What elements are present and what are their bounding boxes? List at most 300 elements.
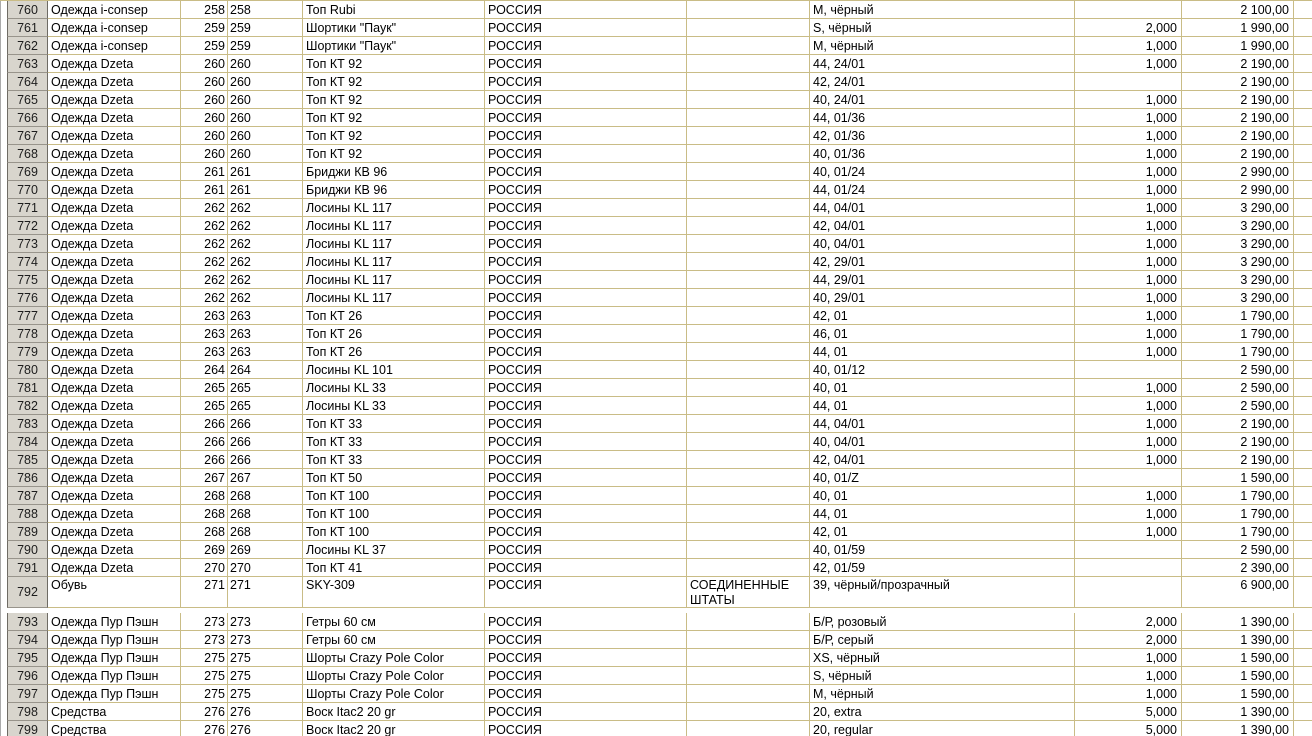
cell-number-2[interactable]: 260	[228, 73, 303, 91]
cell-number-1[interactable]: 263	[181, 325, 228, 343]
cell-quantity[interactable]: 1,000	[1075, 487, 1182, 505]
cell-country-2[interactable]	[687, 55, 810, 73]
cell-country[interactable]: РОССИЯ	[485, 343, 687, 361]
cell-product-name[interactable]: SKY-309	[303, 577, 485, 608]
cell-number-2[interactable]: 261	[228, 181, 303, 199]
cell-empty-edge[interactable]	[1294, 325, 1312, 343]
cell-number-1[interactable]: 262	[181, 271, 228, 289]
cell-number-1[interactable]: 260	[181, 91, 228, 109]
cell-country-2[interactable]	[687, 325, 810, 343]
cell-category[interactable]: Обувь	[48, 577, 181, 608]
cell-quantity[interactable]: 2,000	[1075, 631, 1182, 649]
cell-product-name[interactable]: Шорты Crazy Pole Color	[303, 667, 485, 685]
row-header[interactable]: 763	[7, 55, 48, 73]
cell-empty-edge[interactable]	[1294, 91, 1312, 109]
cell-country-2[interactable]	[687, 703, 810, 721]
cell-size-color[interactable]: 44, 01	[810, 343, 1075, 361]
cell-price[interactable]: 2 190,00	[1182, 55, 1294, 73]
cell-number-1[interactable]: 266	[181, 451, 228, 469]
cell-category[interactable]: Одежда Dzeta	[48, 397, 181, 415]
cell-number-1[interactable]: 266	[181, 415, 228, 433]
cell-empty-edge[interactable]	[1294, 109, 1312, 127]
cell-quantity[interactable]: 1,000	[1075, 163, 1182, 181]
cell-country-2[interactable]	[687, 343, 810, 361]
cell-product-name[interactable]: Лосины KL 117	[303, 289, 485, 307]
cell-number-2[interactable]: 262	[228, 199, 303, 217]
cell-price[interactable]: 3 290,00	[1182, 217, 1294, 235]
cell-quantity[interactable]: 1,000	[1075, 451, 1182, 469]
cell-empty-edge[interactable]	[1294, 73, 1312, 91]
row-header[interactable]: 796	[7, 667, 48, 685]
cell-number-2[interactable]: 263	[228, 343, 303, 361]
cell-size-color[interactable]: 44, 01/36	[810, 109, 1075, 127]
cell-quantity[interactable]: 1,000	[1075, 433, 1182, 451]
cell-size-color[interactable]: S, чёрный	[810, 19, 1075, 37]
cell-quantity[interactable]	[1075, 469, 1182, 487]
cell-quantity[interactable]: 2,000	[1075, 19, 1182, 37]
cell-empty-edge[interactable]	[1294, 19, 1312, 37]
cell-quantity[interactable]: 1,000	[1075, 505, 1182, 523]
cell-country[interactable]: РОССИЯ	[485, 73, 687, 91]
cell-country-2[interactable]	[687, 433, 810, 451]
cell-country-2[interactable]	[687, 127, 810, 145]
cell-price[interactable]: 2 190,00	[1182, 109, 1294, 127]
cell-country-2[interactable]	[687, 1, 810, 19]
cell-price[interactable]: 1 790,00	[1182, 487, 1294, 505]
cell-category[interactable]: Одежда i-consep	[48, 1, 181, 19]
cell-number-2[interactable]: 262	[228, 289, 303, 307]
cell-size-color[interactable]: 20, extra	[810, 703, 1075, 721]
cell-price[interactable]: 1 390,00	[1182, 613, 1294, 631]
cell-quantity[interactable]: 1,000	[1075, 667, 1182, 685]
cell-country-2[interactable]	[687, 235, 810, 253]
cell-price[interactable]: 2 190,00	[1182, 451, 1294, 469]
cell-product-name[interactable]: Топ КТ 26	[303, 325, 485, 343]
cell-country-2[interactable]	[687, 217, 810, 235]
cell-empty-edge[interactable]	[1294, 433, 1312, 451]
cell-empty-edge[interactable]	[1294, 163, 1312, 181]
cell-category[interactable]: Одежда Пур Пэшн	[48, 613, 181, 631]
cell-product-name[interactable]: Топ Rubi	[303, 1, 485, 19]
cell-product-name[interactable]: Лосины KL 33	[303, 397, 485, 415]
row-header[interactable]: 793	[7, 613, 48, 631]
cell-number-2[interactable]: 273	[228, 613, 303, 631]
cell-quantity[interactable]	[1075, 73, 1182, 91]
cell-country-2[interactable]	[687, 505, 810, 523]
cell-size-color[interactable]: 42, 01/36	[810, 127, 1075, 145]
cell-quantity[interactable]: 1,000	[1075, 109, 1182, 127]
cell-number-2[interactable]: 262	[228, 217, 303, 235]
cell-number-2[interactable]: 258	[228, 1, 303, 19]
cell-country-2[interactable]	[687, 163, 810, 181]
cell-category[interactable]: Одежда Dzeta	[48, 289, 181, 307]
cell-size-color[interactable]: 44, 24/01	[810, 55, 1075, 73]
cell-category[interactable]: Одежда Dzeta	[48, 235, 181, 253]
cell-country-2[interactable]	[687, 379, 810, 397]
row-header[interactable]: 772	[7, 217, 48, 235]
cell-country[interactable]: РОССИЯ	[485, 469, 687, 487]
cell-country[interactable]: РОССИЯ	[485, 631, 687, 649]
cell-empty-edge[interactable]	[1294, 559, 1312, 577]
row-header[interactable]: 773	[7, 235, 48, 253]
cell-size-color[interactable]: M, чёрный	[810, 37, 1075, 55]
cell-empty-edge[interactable]	[1294, 685, 1312, 703]
row-header[interactable]: 798	[7, 703, 48, 721]
cell-number-2[interactable]: 266	[228, 415, 303, 433]
cell-price[interactable]: 2 190,00	[1182, 433, 1294, 451]
cell-product-name[interactable]: Лосины KL 101	[303, 361, 485, 379]
cell-size-color[interactable]: 40, 01	[810, 379, 1075, 397]
cell-empty-edge[interactable]	[1294, 649, 1312, 667]
cell-number-1[interactable]: 267	[181, 469, 228, 487]
cell-quantity[interactable]	[1075, 559, 1182, 577]
cell-country[interactable]: РОССИЯ	[485, 559, 687, 577]
cell-empty-edge[interactable]	[1294, 667, 1312, 685]
cell-product-name[interactable]: Гетры 60 см	[303, 613, 485, 631]
cell-empty-edge[interactable]	[1294, 289, 1312, 307]
cell-price[interactable]: 2 590,00	[1182, 541, 1294, 559]
cell-number-1[interactable]: 261	[181, 163, 228, 181]
cell-country-2[interactable]	[687, 721, 810, 736]
cell-number-1[interactable]: 275	[181, 667, 228, 685]
cell-price[interactable]: 6 900,00	[1182, 577, 1294, 608]
cell-country[interactable]: РОССИЯ	[485, 109, 687, 127]
cell-number-2[interactable]: 262	[228, 271, 303, 289]
cell-product-name[interactable]: Лосины KL 117	[303, 235, 485, 253]
cell-empty-edge[interactable]	[1294, 235, 1312, 253]
cell-number-2[interactable]: 268	[228, 487, 303, 505]
cell-country-2[interactable]	[687, 559, 810, 577]
cell-price[interactable]: 1 790,00	[1182, 307, 1294, 325]
cell-number-1[interactable]: 260	[181, 145, 228, 163]
cell-size-color[interactable]: 44, 04/01	[810, 199, 1075, 217]
cell-quantity[interactable]: 1,000	[1075, 181, 1182, 199]
cell-country[interactable]: РОССИЯ	[485, 181, 687, 199]
cell-number-1[interactable]: 268	[181, 505, 228, 523]
cell-quantity[interactable]: 1,000	[1075, 91, 1182, 109]
row-header[interactable]: 799	[7, 721, 48, 736]
cell-country-2[interactable]	[687, 487, 810, 505]
cell-size-color[interactable]: 40, 29/01	[810, 289, 1075, 307]
cell-category[interactable]: Одежда Dzeta	[48, 559, 181, 577]
row-header[interactable]: 784	[7, 433, 48, 451]
row-header[interactable]: 778	[7, 325, 48, 343]
cell-number-2[interactable]: 265	[228, 379, 303, 397]
cell-number-1[interactable]: 260	[181, 109, 228, 127]
cell-number-2[interactable]: 276	[228, 703, 303, 721]
cell-category[interactable]: Одежда Пур Пэшн	[48, 667, 181, 685]
cell-category[interactable]: Одежда Dzeta	[48, 307, 181, 325]
cell-number-2[interactable]: 263	[228, 325, 303, 343]
cell-country-2[interactable]	[687, 19, 810, 37]
cell-price[interactable]: 1 790,00	[1182, 325, 1294, 343]
cell-price[interactable]: 2 990,00	[1182, 163, 1294, 181]
cell-quantity[interactable]	[1075, 361, 1182, 379]
cell-number-1[interactable]: 266	[181, 433, 228, 451]
cell-category[interactable]: Одежда i-consep	[48, 19, 181, 37]
cell-country-2[interactable]	[687, 397, 810, 415]
cell-number-1[interactable]: 260	[181, 55, 228, 73]
cell-country-2[interactable]	[687, 667, 810, 685]
row-header[interactable]: 788	[7, 505, 48, 523]
row-header[interactable]: 792	[7, 577, 48, 608]
cell-price[interactable]: 1 790,00	[1182, 523, 1294, 541]
cell-country-2[interactable]	[687, 181, 810, 199]
cell-size-color[interactable]: 40, 01/59	[810, 541, 1075, 559]
cell-empty-edge[interactable]	[1294, 127, 1312, 145]
cell-price[interactable]: 2 100,00	[1182, 1, 1294, 19]
cell-category[interactable]: Одежда Dzeta	[48, 379, 181, 397]
cell-product-name[interactable]: Лосины KL 117	[303, 217, 485, 235]
cell-product-name[interactable]: Топ КТ 41	[303, 559, 485, 577]
cell-country[interactable]: РОССИЯ	[485, 127, 687, 145]
cell-country[interactable]: РОССИЯ	[485, 145, 687, 163]
cell-country-2[interactable]	[687, 541, 810, 559]
cell-size-color[interactable]: Б/Р, серый	[810, 631, 1075, 649]
cell-category[interactable]: Одежда Dzeta	[48, 325, 181, 343]
cell-number-1[interactable]: 260	[181, 127, 228, 145]
cell-country[interactable]: РОССИЯ	[485, 55, 687, 73]
row-header[interactable]: 786	[7, 469, 48, 487]
cell-category[interactable]: Одежда Dzeta	[48, 361, 181, 379]
cell-country[interactable]: РОССИЯ	[485, 703, 687, 721]
cell-product-name[interactable]: Топ КТ 33	[303, 451, 485, 469]
row-header[interactable]: 785	[7, 451, 48, 469]
row-header[interactable]: 781	[7, 379, 48, 397]
cell-country[interactable]: РОССИЯ	[485, 523, 687, 541]
cell-product-name[interactable]: Воск Itac2 20 gr	[303, 721, 485, 736]
cell-country-2[interactable]	[687, 523, 810, 541]
cell-country-2[interactable]: СОЕДИНЕННЫЕ ШТАТЫ	[687, 577, 810, 608]
cell-number-1[interactable]: 259	[181, 37, 228, 55]
cell-number-1[interactable]: 263	[181, 343, 228, 361]
cell-product-name[interactable]: Лосины KL 33	[303, 379, 485, 397]
cell-country[interactable]: РОССИЯ	[485, 487, 687, 505]
cell-number-2[interactable]: 273	[228, 631, 303, 649]
row-header[interactable]: 774	[7, 253, 48, 271]
row-header[interactable]: 779	[7, 343, 48, 361]
cell-number-2[interactable]: 276	[228, 721, 303, 736]
cell-price[interactable]: 2 190,00	[1182, 91, 1294, 109]
cell-country-2[interactable]	[687, 109, 810, 127]
cell-product-name[interactable]: Бриджи КВ 96	[303, 181, 485, 199]
cell-price[interactable]: 1 790,00	[1182, 343, 1294, 361]
cell-price[interactable]: 1 390,00	[1182, 631, 1294, 649]
cell-quantity[interactable]: 1,000	[1075, 145, 1182, 163]
row-header[interactable]: 795	[7, 649, 48, 667]
cell-number-2[interactable]: 260	[228, 145, 303, 163]
row-header[interactable]: 787	[7, 487, 48, 505]
row-header[interactable]: 765	[7, 91, 48, 109]
cell-product-name[interactable]: Топ КТ 92	[303, 91, 485, 109]
cell-size-color[interactable]: 42, 24/01	[810, 73, 1075, 91]
cell-category[interactable]: Одежда Dzeta	[48, 73, 181, 91]
cell-empty-edge[interactable]	[1294, 379, 1312, 397]
cell-size-color[interactable]: M, чёрный	[810, 685, 1075, 703]
cell-number-1[interactable]: 260	[181, 73, 228, 91]
cell-price[interactable]: 1 590,00	[1182, 667, 1294, 685]
cell-size-color[interactable]: 40, 01	[810, 487, 1075, 505]
cell-number-2[interactable]: 260	[228, 127, 303, 145]
cell-number-1[interactable]: 261	[181, 181, 228, 199]
cell-country-2[interactable]	[687, 361, 810, 379]
cell-quantity[interactable]: 1,000	[1075, 217, 1182, 235]
cell-category[interactable]: Средства	[48, 703, 181, 721]
cell-country-2[interactable]	[687, 253, 810, 271]
cell-country-2[interactable]	[687, 271, 810, 289]
cell-category[interactable]: Одежда Dzeta	[48, 541, 181, 559]
cell-country[interactable]: РОССИЯ	[485, 541, 687, 559]
cell-number-2[interactable]: 270	[228, 559, 303, 577]
cell-number-1[interactable]: 264	[181, 361, 228, 379]
cell-country[interactable]: РОССИЯ	[485, 325, 687, 343]
cell-category[interactable]: Одежда Dzeta	[48, 433, 181, 451]
cell-product-name[interactable]: Топ КТ 26	[303, 343, 485, 361]
cell-number-2[interactable]: 260	[228, 55, 303, 73]
cell-country[interactable]: РОССИЯ	[485, 451, 687, 469]
cell-category[interactable]: Одежда Dzeta	[48, 271, 181, 289]
cell-number-1[interactable]: 268	[181, 523, 228, 541]
cell-category[interactable]: Одежда Пур Пэшн	[48, 631, 181, 649]
cell-product-name[interactable]: Шортики "Паук"	[303, 37, 485, 55]
cell-quantity[interactable]: 1,000	[1075, 271, 1182, 289]
cell-size-color[interactable]: 20, regular	[810, 721, 1075, 736]
cell-category[interactable]: Одежда i-consep	[48, 37, 181, 55]
cell-product-name[interactable]: Бриджи КВ 96	[303, 163, 485, 181]
cell-country-2[interactable]	[687, 37, 810, 55]
cell-category[interactable]: Одежда Dzeta	[48, 415, 181, 433]
cell-country[interactable]: РОССИЯ	[485, 163, 687, 181]
cell-country[interactable]: РОССИЯ	[485, 379, 687, 397]
cell-category[interactable]: Одежда Dzeta	[48, 523, 181, 541]
cell-empty-edge[interactable]	[1294, 361, 1312, 379]
cell-empty-edge[interactable]	[1294, 181, 1312, 199]
cell-country[interactable]: РОССИЯ	[485, 19, 687, 37]
cell-empty-edge[interactable]	[1294, 415, 1312, 433]
cell-country[interactable]: РОССИЯ	[485, 235, 687, 253]
cell-country-2[interactable]	[687, 649, 810, 667]
cell-number-2[interactable]: 275	[228, 685, 303, 703]
cell-number-2[interactable]: 260	[228, 91, 303, 109]
cell-country-2[interactable]	[687, 685, 810, 703]
row-header[interactable]: 764	[7, 73, 48, 91]
row-header[interactable]: 769	[7, 163, 48, 181]
cell-category[interactable]: Одежда Dzeta	[48, 469, 181, 487]
cell-number-1[interactable]: 265	[181, 397, 228, 415]
cell-price[interactable]: 2 190,00	[1182, 145, 1294, 163]
cell-quantity[interactable]: 1,000	[1075, 55, 1182, 73]
cell-quantity[interactable]: 5,000	[1075, 721, 1182, 736]
cell-country[interactable]: РОССИЯ	[485, 1, 687, 19]
cell-price[interactable]: 1 990,00	[1182, 19, 1294, 37]
cell-country-2[interactable]	[687, 73, 810, 91]
row-header[interactable]: 770	[7, 181, 48, 199]
cell-number-1[interactable]: 273	[181, 631, 228, 649]
row-header[interactable]: 760	[7, 1, 48, 19]
cell-country[interactable]: РОССИЯ	[485, 397, 687, 415]
cell-price[interactable]: 1 390,00	[1182, 721, 1294, 736]
cell-quantity[interactable]	[1075, 577, 1182, 608]
cell-size-color[interactable]: 44, 01	[810, 505, 1075, 523]
cell-empty-edge[interactable]	[1294, 145, 1312, 163]
cell-empty-edge[interactable]	[1294, 613, 1312, 631]
row-header[interactable]: 768	[7, 145, 48, 163]
cell-price[interactable]: 2 190,00	[1182, 73, 1294, 91]
cell-number-2[interactable]: 266	[228, 451, 303, 469]
cell-price[interactable]: 3 290,00	[1182, 271, 1294, 289]
cell-quantity[interactable]: 1,000	[1075, 37, 1182, 55]
cell-country[interactable]: РОССИЯ	[485, 271, 687, 289]
cell-product-name[interactable]: Воск Itac2 20 gr	[303, 703, 485, 721]
cell-size-color[interactable]: 42, 01/59	[810, 559, 1075, 577]
cell-country-2[interactable]	[687, 451, 810, 469]
cell-product-name[interactable]: Топ КТ 92	[303, 127, 485, 145]
cell-category[interactable]: Одежда Dzeta	[48, 199, 181, 217]
cell-category[interactable]: Одежда Dzeta	[48, 181, 181, 199]
cell-number-2[interactable]: 261	[228, 163, 303, 181]
cell-category[interactable]: Одежда Dzeta	[48, 487, 181, 505]
cell-empty-edge[interactable]	[1294, 217, 1312, 235]
cell-quantity[interactable]: 1,000	[1075, 235, 1182, 253]
cell-product-name[interactable]: Шорты Crazy Pole Color	[303, 649, 485, 667]
cell-quantity[interactable]: 2,000	[1075, 613, 1182, 631]
cell-price[interactable]: 3 290,00	[1182, 253, 1294, 271]
cell-number-1[interactable]: 263	[181, 307, 228, 325]
cell-size-color[interactable]: 40, 01/12	[810, 361, 1075, 379]
cell-empty-edge[interactable]	[1294, 253, 1312, 271]
cell-quantity[interactable]	[1075, 1, 1182, 19]
cell-quantity[interactable]: 1,000	[1075, 307, 1182, 325]
cell-price[interactable]: 3 290,00	[1182, 199, 1294, 217]
row-header[interactable]: 790	[7, 541, 48, 559]
cell-size-color[interactable]: 40, 04/01	[810, 433, 1075, 451]
cell-price[interactable]: 3 290,00	[1182, 235, 1294, 253]
cell-number-1[interactable]: 259	[181, 19, 228, 37]
cell-number-1[interactable]: 276	[181, 703, 228, 721]
cell-quantity[interactable]: 1,000	[1075, 253, 1182, 271]
cell-country-2[interactable]	[687, 145, 810, 163]
cell-category[interactable]: Одежда Пур Пэшн	[48, 685, 181, 703]
cell-quantity[interactable]: 1,000	[1075, 127, 1182, 145]
cell-country-2[interactable]	[687, 307, 810, 325]
cell-empty-edge[interactable]	[1294, 631, 1312, 649]
cell-quantity[interactable]: 5,000	[1075, 703, 1182, 721]
cell-product-name[interactable]: Топ КТ 33	[303, 433, 485, 451]
cell-country-2[interactable]	[687, 199, 810, 217]
cell-country[interactable]: РОССИЯ	[485, 667, 687, 685]
cell-product-name[interactable]: Топ КТ 33	[303, 415, 485, 433]
cell-empty-edge[interactable]	[1294, 451, 1312, 469]
cell-price[interactable]: 2 190,00	[1182, 415, 1294, 433]
cell-category[interactable]: Одежда Dzeta	[48, 109, 181, 127]
row-header[interactable]: 791	[7, 559, 48, 577]
cell-category[interactable]: Одежда Dzeta	[48, 127, 181, 145]
cell-country[interactable]: РОССИЯ	[485, 685, 687, 703]
cell-empty-edge[interactable]	[1294, 505, 1312, 523]
cell-empty-edge[interactable]	[1294, 721, 1312, 736]
cell-product-name[interactable]: Лосины KL 117	[303, 271, 485, 289]
cell-size-color[interactable]: 42, 29/01	[810, 253, 1075, 271]
cell-product-name[interactable]: Топ КТ 92	[303, 73, 485, 91]
cell-size-color[interactable]: 40, 04/01	[810, 235, 1075, 253]
cell-price[interactable]: 1 590,00	[1182, 469, 1294, 487]
cell-price[interactable]: 2 390,00	[1182, 559, 1294, 577]
row-header[interactable]: 762	[7, 37, 48, 55]
cell-quantity[interactable]: 1,000	[1075, 379, 1182, 397]
cell-size-color[interactable]: Б/Р, розовый	[810, 613, 1075, 631]
cell-product-name[interactable]: Топ КТ 50	[303, 469, 485, 487]
cell-empty-edge[interactable]	[1294, 307, 1312, 325]
